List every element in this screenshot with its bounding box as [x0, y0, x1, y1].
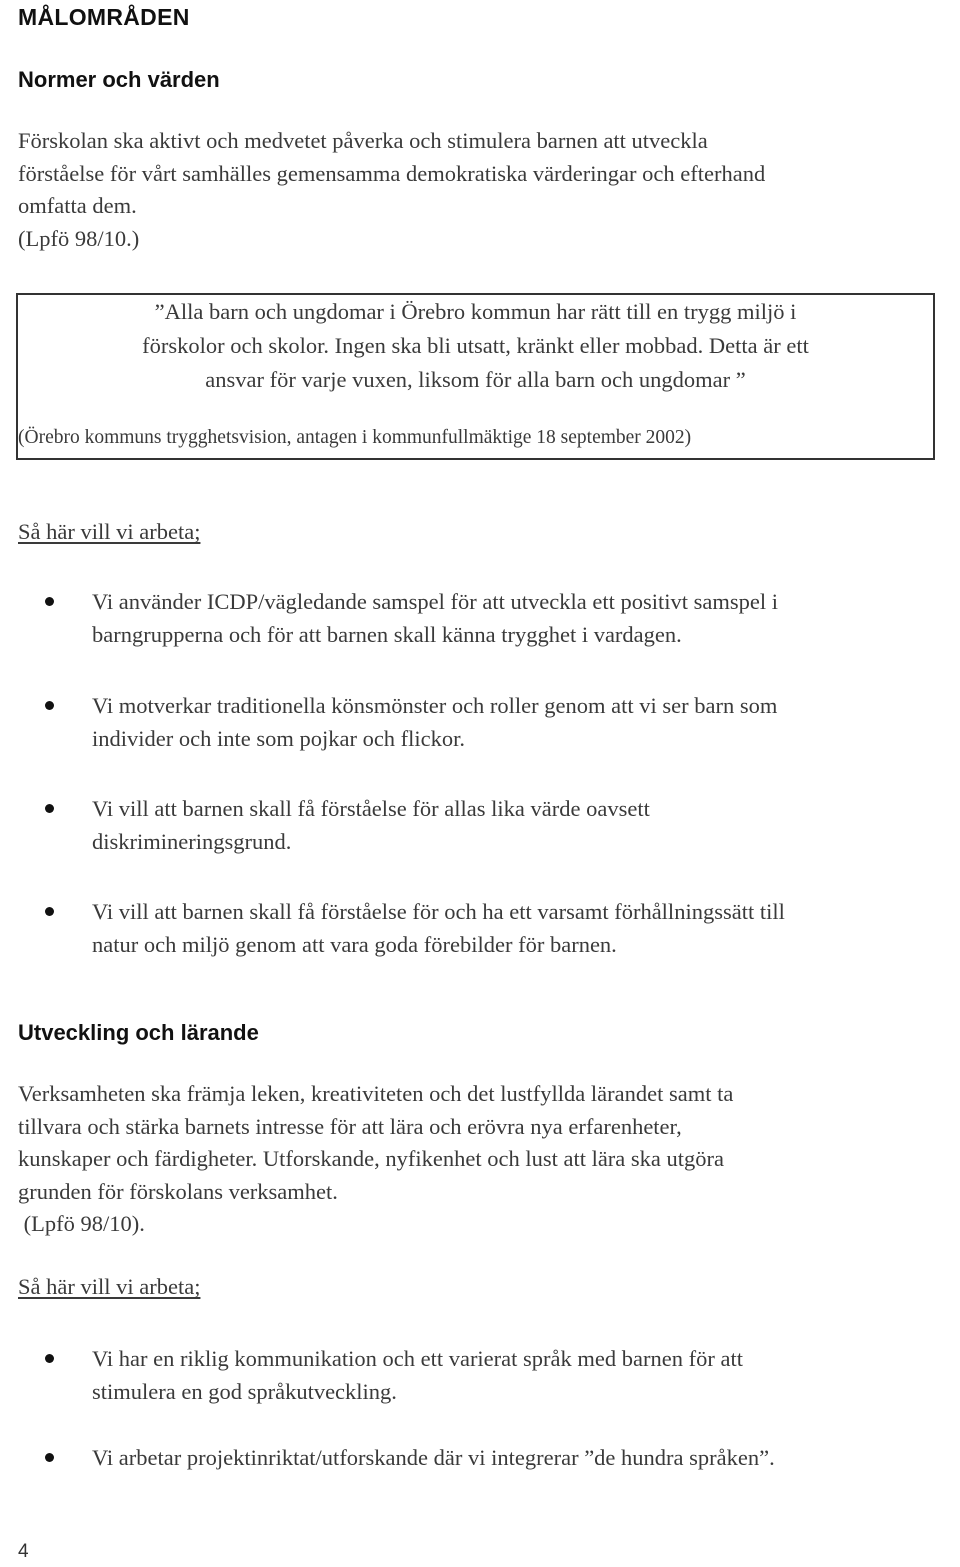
intro-line: kunskaper och färdigheter. Utforskande, nyfikenhet och lust att lära ska utgöra [18, 1146, 725, 1171]
quote-source: (Örebro kommuns trygghetsvision, antagen i kommunfullmäktige 18 september 2002) [18, 427, 692, 448]
intro-line: grunden för förskolans verksamhet. [18, 1178, 338, 1204]
intro-line: omfatta dem. [18, 193, 137, 218]
page-number: 4 [18, 1541, 29, 1562]
list-item-text: Vi använder ICDP/vägledande samspel för att utveckla ett positivt samspel i [92, 589, 778, 614]
intro-line: förståelse för vårt samhälles gemensamma demokratiska värderingar och efterhand [18, 160, 766, 186]
page-title: MÅLOMRÅDEN [18, 4, 190, 30]
intro-line: tillvara och stärka barnets intresse för att lära och erövra nya erfarenheter, [18, 1113, 682, 1139]
section-heading-normer: Normer och värden [18, 67, 220, 92]
bullet-icon [45, 701, 54, 710]
bullet-icon [45, 907, 54, 916]
section2-intro [18, 1078, 948, 1241]
list-item-text: Vi arbetar projektinriktat/utforskande där vi integrerar ”de hundra språken”. [92, 1445, 775, 1470]
list-item-text: Vi motverkar traditionella könsmönster och roller genom att vi ser barn som [92, 693, 778, 718]
intro-line: Förskolan ska aktivt och medvetet påverka och stimulera barnen att utveckla [18, 128, 708, 153]
intro-line: (Lpfö 98/10). [18, 1211, 145, 1236]
list-item-text: Vi vill att barnen skall få förståelse för och ha ett varsamt förhållningssätt till [92, 899, 785, 924]
intro-line: (Lpfö 98/10.) [18, 225, 140, 251]
work-heading: Så här vill vi arbeta; [18, 519, 201, 544]
quote-box [16, 293, 935, 460]
bullet-icon [45, 804, 54, 813]
list-item-text: diskrimineringsgrund. [92, 829, 292, 854]
quote-line: ”Alla barn och ungdomar i Örebro kommun har rätt till en trygg miljö i [154, 299, 797, 324]
list-item-text: stimulera en god språkutveckling. [92, 1379, 397, 1404]
section1-intro [18, 125, 948, 255]
quote-line: förskolor och skolor. Ingen ska bli utsatt, kränkt eller mobbad. Detta är ett [142, 333, 809, 358]
section-heading-utveckling: Utveckling och lärande [18, 1020, 259, 1045]
intro-line: Verksamheten ska främja leken, kreativiteten och det lustfyllda lärandet samt ta [18, 1081, 734, 1106]
bullet-icon [45, 1354, 54, 1363]
work-heading: Så här vill vi arbeta; [18, 1274, 201, 1299]
bullet-icon [45, 597, 54, 606]
list-item-text: Vi vill att barnen skall få förståelse för allas lika värde oavsett [92, 796, 650, 821]
list-item-text: individer och inte som pojkar och flickor. [92, 726, 466, 751]
bullet-icon [45, 1453, 54, 1462]
list-item-text: Vi har en riklig kommunikation och ett varierat språk med barnen för att [92, 1346, 743, 1371]
list-item-text: barngrupperna och för att barnen skall känna trygghet i vardagen. [92, 622, 682, 647]
list-item-text: natur och miljö genom att vara goda förebilder för barnen. [92, 932, 617, 957]
quote-line: ansvar för varje vuxen, liksom för alla barn och ungdomar ” [205, 367, 746, 392]
